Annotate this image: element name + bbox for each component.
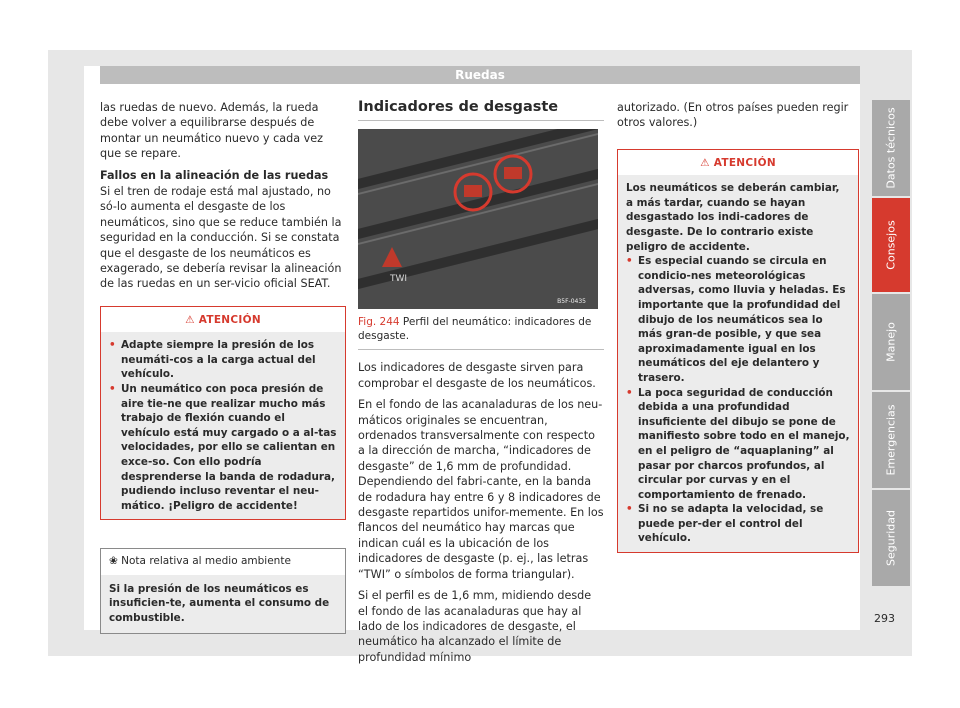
warning-box — [617, 149, 859, 553]
tab-manejo[interactable]: Manejo — [872, 294, 910, 390]
figure-code: B5F-0435 — [557, 298, 586, 306]
tire-tread-illustration — [358, 129, 598, 309]
warning-item: • La poca seguridad de conducción debida a una profundidad insuficiente del dibujo se pone de manifiesto sobre todo en el manejo, en el peligro de “aquaplaning” al pasar por charcos profundos, al circular por curvas y en el comportamiento de frenado. — [626, 386, 850, 501]
warning-box — [100, 306, 346, 521]
bullet-icon: • — [626, 503, 633, 516]
tab-datos-tecnicos[interactable]: Datos técnicos — [872, 100, 910, 196]
figure-block — [358, 129, 604, 350]
bullet-icon: • — [626, 386, 633, 399]
section-title: Indicadores de desgaste — [358, 100, 604, 121]
tab-consejos[interactable]: Consejos — [872, 198, 910, 292]
note-title: Nota relativa al medio ambiente — [121, 555, 291, 568]
bullet-icon: • — [109, 339, 116, 352]
warning-body — [618, 175, 858, 552]
warning-icon: ⚠ — [700, 156, 710, 169]
intro-text: las ruedas de nuevo. Además, la rueda debe volver a equilibrarse después de montar un neumático nuevo y cada vez que se repare. — [100, 101, 323, 161]
tire-tread-image — [358, 129, 598, 309]
paragraph: Si el perfil es de 1,6 mm, midiendo desde el fondo de las acanaladuras que hay al lado de los indicadores de desgaste, el neumático ha alcanzado el límite de profundidad mínimo — [358, 589, 592, 664]
twi-label: TWI — [390, 274, 408, 285]
tab-seguridad[interactable]: Seguridad — [872, 490, 910, 586]
warning-item: • Adapte siempre la presión de los neumáti-cos a la carga actual del vehículo. — [109, 339, 316, 381]
warning-title: ATENCIÓN — [198, 313, 261, 326]
note-header — [101, 549, 345, 574]
warning-item: • Si no se adapta la velocidad, se puede per-der el control del vehículo. — [626, 503, 824, 545]
intro-text: autorizado. (En otros países pueden regir otros valores.) — [617, 101, 849, 130]
environment-note — [100, 548, 346, 633]
bullet-icon: • — [626, 255, 633, 268]
page-number: 293 — [874, 612, 895, 625]
warning-item: • Un neumático con poca presión de aire tie-ne que realizar mucho más trabajo de flexión cuando el vehículo está muy cargado o a al-tas velocidades, por ello se calientan en exce-so. Con ello podría desprenderse la banda de rodadura, pudiendo incluso reventar el neu-mático. ¡Peligro de accidente! — [109, 383, 337, 512]
chapter-header: Ruedas — [100, 66, 860, 84]
warning-icon: ⚠ — [185, 313, 195, 326]
warning-lead: Los neumáticos se deberán cambiar, a más tardar, cuando se hayan desgastado los indi-cadores de desgaste. De lo contrario existe peligro de accidente. — [626, 182, 840, 253]
alignment-text: Si el tren de rodaje está mal ajustado, no só-lo aumenta el desgaste de los neumáticos, sino que se reduce también la seguridad en la conducción. Si se constata que el desgaste de los neumáticos es exagerado, se debería revisar la alineación de las ruedas en un ser-vicio oficial SEAT. — [100, 185, 342, 291]
warning-title: ATENCIÓN — [713, 156, 776, 169]
section-subheading: Fallos en la alineación de las ruedas — [100, 168, 329, 182]
column-right — [617, 100, 859, 553]
column-middle — [358, 100, 604, 671]
note-body: Si la presión de los neumáticos es insuficien-te, aumenta el consumo de combustible. — [101, 575, 345, 633]
flower-icon: ❀ — [109, 555, 118, 568]
column-left — [100, 100, 346, 634]
paragraph: Los indicadores de desgaste sirven para comprobar el desgaste de los neumáticos. — [358, 361, 596, 390]
caption-text: Perfil del neumático: indicadores de desgaste. — [358, 316, 592, 343]
warning-header — [618, 150, 858, 175]
warning-body — [101, 332, 345, 519]
figure-label: Fig. 244 — [358, 316, 400, 329]
paragraph: En el fondo de las acanaladuras de los neu-máticos originales se encuentran, ordenados transversalmente con respecto a la dirección de marcha, “indicadores de desgaste” de 1,6 mm de profundidad. Dependiendo del fabri-cante, en la banda de rodadura hay entre 6 y 8 indicadores de desgaste repartidos unifor-memente. En los flancos del neumático hay marcas que indican cuál es la ubicación de los indicadores de desgaste (p. ej., las letras “TWI” o símbolos de forma triangular). — [358, 398, 604, 581]
bullet-icon: • — [109, 383, 116, 396]
figure-caption — [358, 315, 604, 343]
warning-item: • Es especial cuando se circula en condicio-nes meteorológicas adversas, como lluvia y heladas. Es importante que la profundidad del dibujo de los neumáticos sea lo más gran-de posible, y que sea aproximadamente igual en los neumáticos del eje delantero y trasero. — [626, 255, 846, 384]
tab-emergencias[interactable]: Emergencias — [872, 392, 910, 488]
warning-header — [101, 307, 345, 332]
